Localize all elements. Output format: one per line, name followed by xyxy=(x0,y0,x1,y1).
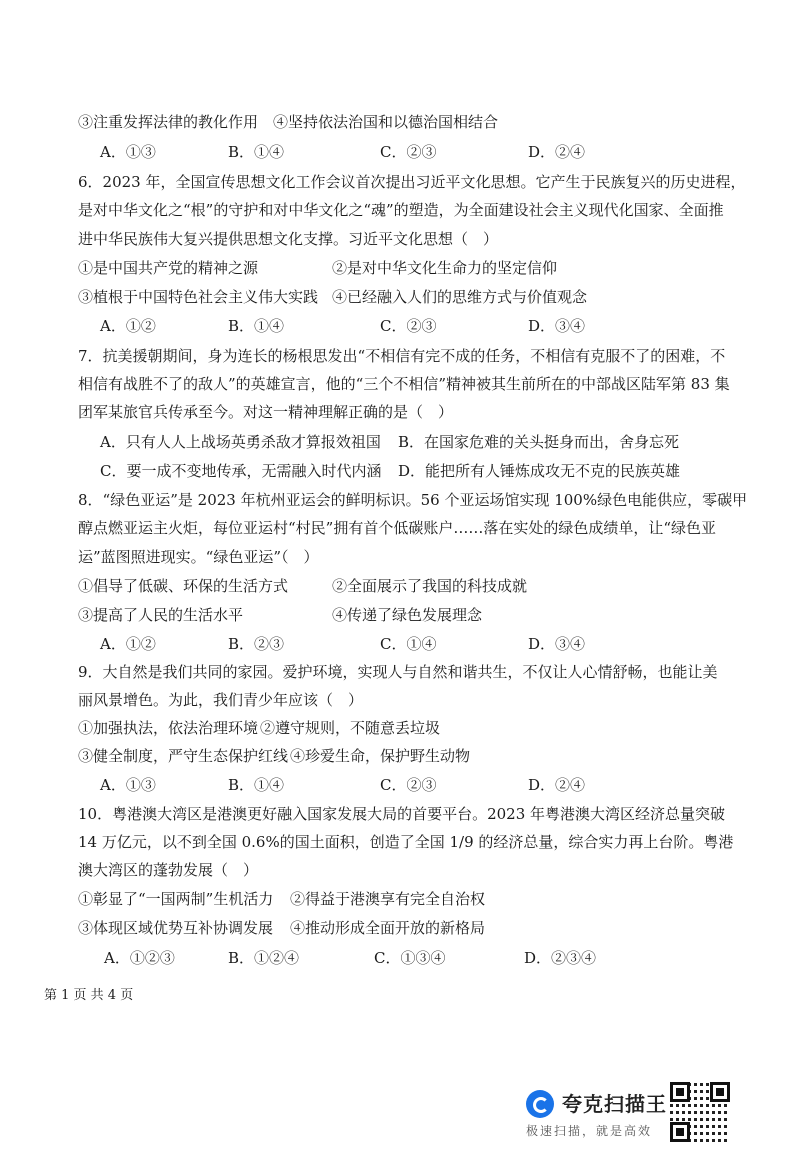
q10-option-b[interactable]: B．①②④ xyxy=(228,949,300,967)
prev-option-a[interactable]: A．①③ xyxy=(100,143,156,161)
brand-name: 夸克扫描王 xyxy=(562,1092,667,1116)
qr-finder-icon xyxy=(670,1082,690,1102)
q9-statement-1: ①加强执法，依法治理环境 xyxy=(78,719,259,737)
q8-option-c[interactable]: C．①④ xyxy=(380,635,437,653)
qr-finder-icon xyxy=(710,1082,730,1102)
footer-page-number: 第 1 页 共 4 页 xyxy=(44,988,134,1003)
q10-statement-2: ②得益于港澳享有完全自治权 xyxy=(290,890,486,908)
q7-line-2: 相信有战胜不了的敌人”的英雄宣言，他的“三个不相信”精神被其生前所在的中部战区陆军第 83 集 xyxy=(78,375,730,393)
prev-option-c[interactable]: C．②③ xyxy=(380,143,437,161)
q9-line-2: 丽风景增色。为此，我们青少年应该（ ） xyxy=(78,691,364,709)
q10-line-1: 10．粤港澳大湾区是港澳更好融入国家发展大局的首要平台。2023 年粤港澳大湾区经济总量突破 xyxy=(78,805,726,823)
q7-option-a[interactable]: A．只有人人上战场英勇杀敌才算报效祖国 xyxy=(100,433,381,451)
q9-option-b[interactable]: B．①④ xyxy=(228,776,285,794)
prev-statement-line: ③注重发挥法律的教化作用 ④坚持依法治国和以德治国相结合 xyxy=(78,113,499,131)
q10-option-c[interactable]: C．①③④ xyxy=(374,949,446,967)
q6-line-1: 6．2023 年，全国宣传思想文化工作会议首次提出习近平文化思想。它产生于民族复兴的历史进程， xyxy=(78,173,746,191)
q10-statement-1: ①彰显了“一国两制”生机活力 xyxy=(78,890,274,908)
q7-option-c[interactable]: C．要一成不变地传承，无需融入时代内涵 xyxy=(100,462,382,480)
q7-option-d[interactable]: D．能把所有人锤炼成攻无不克的民族英雄 xyxy=(398,462,681,480)
q8-statement-2: ②全面展示了我国的科技成就 xyxy=(332,577,528,595)
q7-line-1: 7．抗美援朝期间，身为连长的杨根思发出“不相信有完不成的任务，不相信有克服不了的困难，不 xyxy=(78,347,726,365)
q6-statement-3: ③植根于中国特色社会主义伟大实践 xyxy=(78,288,319,306)
q8-option-a[interactable]: A．①② xyxy=(100,635,156,653)
q8-statement-3: ③提高了人民的生活水平 xyxy=(78,606,244,624)
q8-statement-1: ①倡导了低碳、环保的生活方式 xyxy=(78,577,289,595)
q6-option-a[interactable]: A．①② xyxy=(100,317,156,335)
q9-statement-2: ②遵守规则，不随意丢垃圾 xyxy=(260,719,441,737)
qr-finder-icon xyxy=(670,1122,690,1142)
q8-option-b[interactable]: B．②③ xyxy=(228,635,285,653)
q10-line-2: 14 万亿元，以不到全国 0.6%的国土面积，创造了全国 1/9 的经济总量，综合实力再上台阶。粤港 xyxy=(78,833,734,851)
q9-option-a[interactable]: A．①③ xyxy=(100,776,156,794)
q9-statement-4: ④珍爱生命，保护野生动物 xyxy=(290,747,471,765)
q9-statement-3: ③健全制度，严守生态保护红线 xyxy=(78,747,289,765)
brand-slogan: 极速扫描，就是高效 xyxy=(526,1124,653,1138)
q6-statement-2: ②是对中华文化生命力的坚定信仰 xyxy=(332,259,558,277)
q9-option-c[interactable]: C．②③ xyxy=(380,776,437,794)
qr-code-icon xyxy=(670,1082,730,1142)
q6-option-d[interactable]: D．③④ xyxy=(528,317,586,335)
q6-option-c[interactable]: C．②③ xyxy=(380,317,437,335)
quark-logo-icon xyxy=(526,1090,554,1118)
q10-line-3: 澳大湾区的蓬勃发展（ ） xyxy=(78,861,259,879)
q6-line-3: 进中华民族伟大复兴提供思想文化支撑。习近平文化思想（ ） xyxy=(78,230,499,248)
q7-option-b[interactable]: B．在国家危难的关头挺身而出，舍身忘死 xyxy=(398,433,680,451)
q8-option-d[interactable]: D．③④ xyxy=(528,635,586,653)
q10-option-a[interactable]: A．①②③ xyxy=(104,949,175,967)
prev-option-d[interactable]: D．②④ xyxy=(528,143,586,161)
q7-line-3: 团军某旅官兵传承至今。对这一精神理解正确的是（ ） xyxy=(78,403,454,421)
q10-statement-4: ④推动形成全面开放的新格局 xyxy=(290,919,486,937)
prev-option-b[interactable]: B．①④ xyxy=(228,143,285,161)
q9-line-1: 9．大自然是我们共同的家园。爱护环境，实现人与自然和谐共生，不仅让人心情舒畅，也能让美 xyxy=(78,663,718,681)
q8-line-3: 运”蓝图照进现实。“绿色亚运”（ ） xyxy=(78,548,319,566)
q8-line-2: 醇点燃亚运主火炬，每位亚运村“村民”拥有首个低碳账户……落在实处的绿色成绩单，让“绿色亚 xyxy=(78,519,717,537)
page-footer xyxy=(44,984,133,1003)
q8-statement-4: ④传递了绿色发展理念 xyxy=(332,606,483,624)
scanner-watermark xyxy=(520,1082,770,1142)
q8-line-1: 8．“绿色亚运”是 2023 年杭州亚运会的鲜明标识。56 个亚运场馆实现 100%绿色电能供应，零碳甲 xyxy=(78,491,748,509)
q6-statement-4: ④已经融入人们的思维方式与价值观念 xyxy=(332,288,588,306)
q6-statement-1: ①是中国共产党的精神之源 xyxy=(78,259,259,277)
q9-option-d[interactable]: D．②④ xyxy=(528,776,586,794)
q6-option-b[interactable]: B．①④ xyxy=(228,317,285,335)
q6-line-2: 是对中华文化之“根”的守护和对中华文化之“魂”的塑造，为全面建设社会主义现代化国家、全面推 xyxy=(78,201,724,219)
q10-statement-3: ③体现区域优势互补协调发展 xyxy=(78,919,274,937)
q10-option-d[interactable]: D．②③④ xyxy=(524,949,597,967)
